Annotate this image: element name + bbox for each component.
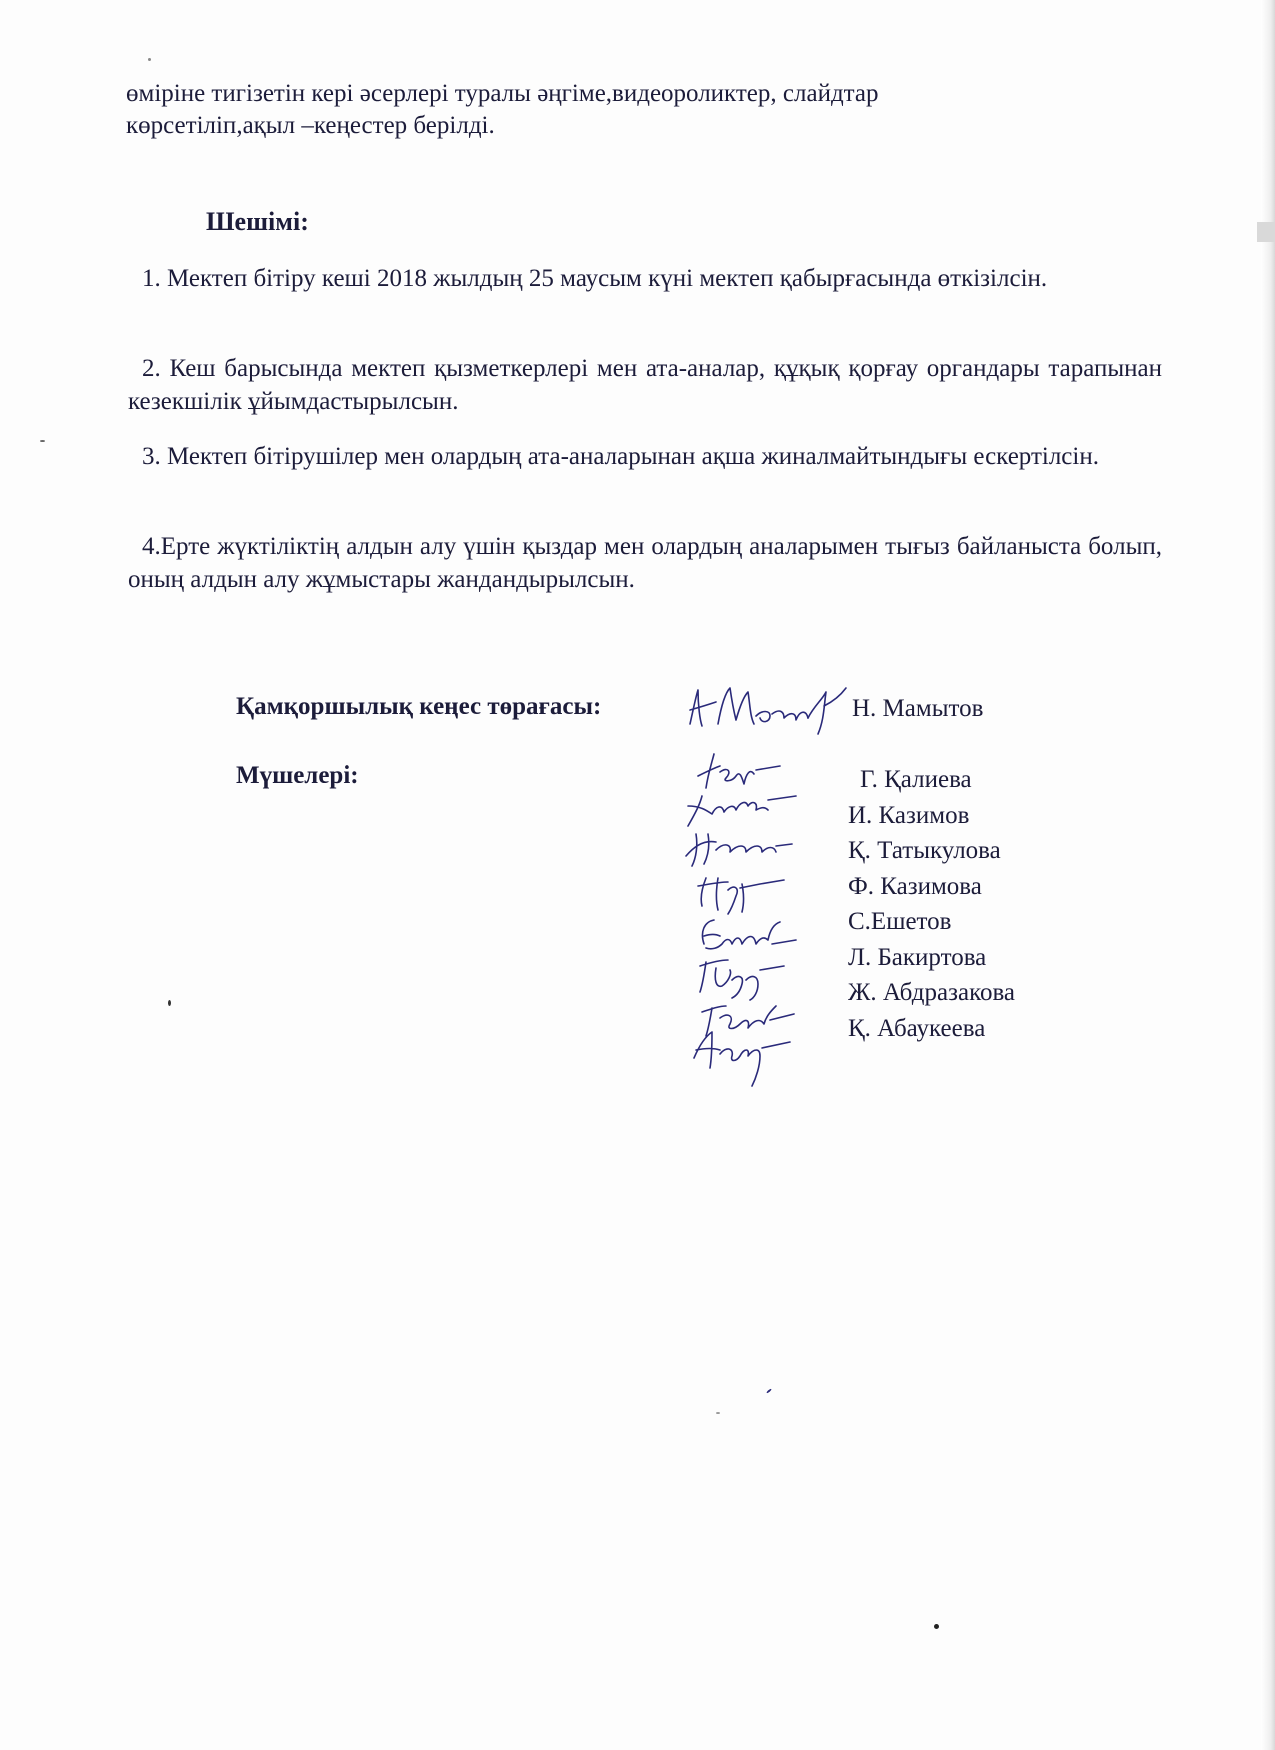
decision-item-1: [128, 262, 1162, 295]
member-signature-1: [698, 754, 780, 788]
decision-text-2: 2. Кеш барысында мектеп қызметкерлері мен ата-аналар, құқық қорғау органдары тарапынан кезекшілік ұйымдастырылсын.: [128, 355, 1162, 415]
decision-item-4: [128, 530, 1162, 596]
decision-text-4: 4.Ерте жүктіліктің алдын алу үшін қыздар мен олардың аналарымен тығыз байланыста болып, оның алдын алу жұмыстары жандандырылсын.: [128, 533, 1162, 593]
member-signature-8: [694, 1032, 790, 1086]
scan-edge: [1261, 0, 1275, 1750]
scan-speck: [934, 1624, 939, 1629]
member-signature-2: [688, 796, 796, 826]
member-name-4: Ф. Казимова: [848, 872, 982, 900]
member-name-3: Қ. Татыкулова: [848, 837, 1001, 864]
member-name-7: Ж. Абдразакова: [848, 979, 1016, 1006]
members-label: Мүшелері:: [236, 762, 359, 789]
member-signature-6: [700, 960, 784, 1000]
chair-name: Н. Мамытов: [852, 695, 984, 722]
scan-speck: [40, 440, 45, 442]
decision-item-2: [128, 352, 1162, 418]
member-name-8: Қ. Абаукеева: [848, 1014, 986, 1042]
scan-speck: [716, 1412, 720, 1414]
member-name-6: Л. Бакиртова: [848, 943, 987, 971]
member-signature-3: [686, 834, 792, 866]
member-name-2: И. Казимов: [848, 801, 970, 829]
chair-label: Қамқоршылық кеңес төрағасы:: [236, 693, 602, 720]
intro-paragraph: өміріне тигізетін кері әсерлері туралы әңгіме,видеороликтер, слайдтар көрсетіліп,ақыл –кеңестер берілді.: [126, 80, 879, 139]
decision-text-1: 1. Мектеп бітіру кеші 2018 жылдың 25 маусым күні мектеп қабырғасында өткізілсін.: [142, 265, 1048, 292]
member-signature-5: [702, 920, 796, 949]
member-signatures: [676, 748, 846, 1088]
decision-heading: Шешімі:: [206, 207, 309, 236]
members-list: [848, 762, 1015, 1046]
member-signature-7: [702, 1006, 794, 1036]
scan-speck: [168, 1000, 171, 1006]
decision-item-3: [128, 440, 1162, 473]
scan-edge-mark: [1257, 222, 1275, 242]
member-signature-4: [698, 878, 784, 914]
decision-text-3: 3. Мектеп бітірушілер мен олардың ата-аналарынан ақша жиналмайтындығы ескертілсін.: [142, 443, 1099, 470]
chair-signature: [684, 676, 854, 738]
scan-speck: [148, 58, 151, 61]
member-name-5: С.Ешетов: [848, 908, 952, 935]
member-name-1: Г. Қалиева: [860, 766, 972, 793]
